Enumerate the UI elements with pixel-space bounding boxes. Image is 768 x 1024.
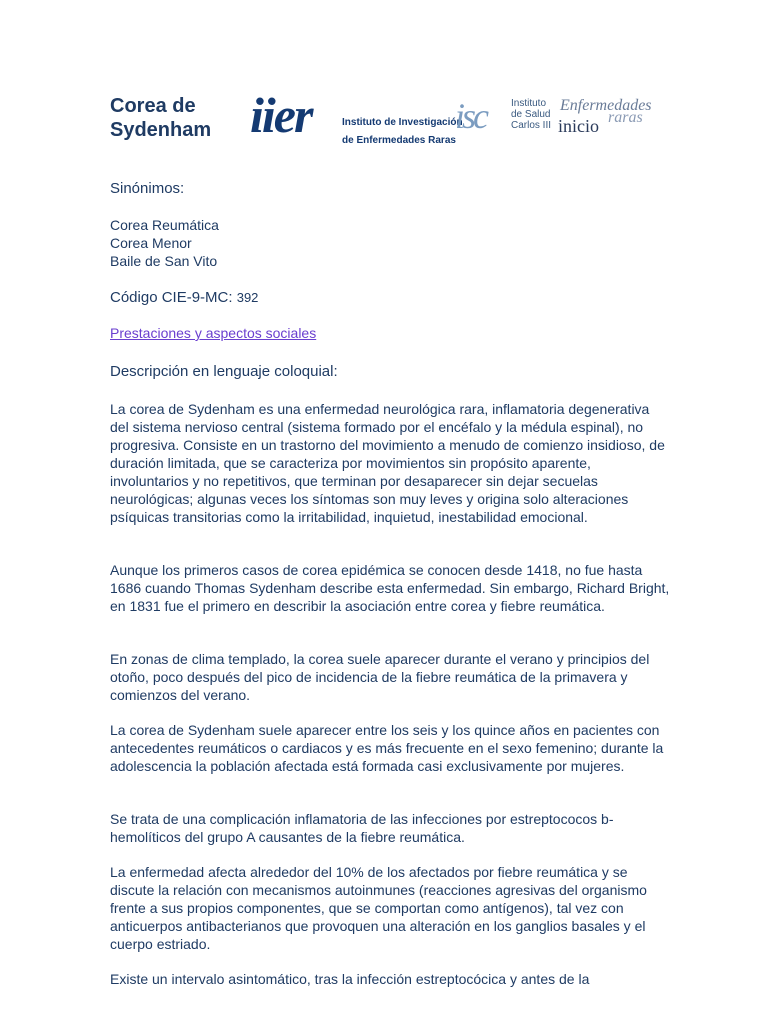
synonyms-list [110, 216, 219, 270]
iier-logo-text [342, 114, 463, 150]
prestaciones-link[interactable]: Prestaciones y aspectos sociales [110, 325, 317, 341]
isciii-logo-mark: isc [455, 96, 486, 136]
er-logo-raras: raras [608, 109, 643, 126]
description-paragraph: Se trata de una complicación inflamatoria de las infecciones por estreptococos b-hemolíticos del grupo A causantes de la fiebre reumática. [110, 811, 614, 845]
isciii-logo-line-2: de Salud [511, 109, 551, 120]
code-label: Código CIE-9-MC: [110, 289, 233, 306]
description-paragraph: En zonas de clima templado, la corea suele aparecer durante el verano y principios del otoño, poco después del pico de incidencia de la fiebre reumática de la primavera y comienzos del verano. [110, 651, 650, 703]
title-line-2: Sydenham [110, 119, 212, 141]
er-logo-top: Enfermedades [560, 97, 652, 114]
page-title [110, 94, 240, 142]
synonyms-heading: Sinónimos: [110, 180, 185, 197]
enfermedades-raras-inicio-link[interactable] [558, 98, 663, 142]
synonym-item: Baile de San Vito [110, 253, 218, 269]
isciii-logo [455, 96, 555, 140]
title-line-1: Corea de [110, 95, 196, 117]
isciii-logo-text [511, 98, 551, 131]
isciii-logo-line-1: Instituto [511, 98, 547, 109]
synonym-item: Corea Menor [110, 235, 192, 251]
description-paragraph: Aunque los primeros casos de corea epidémica se conocen desde 1418, no fue hasta 1686 cuando Thomas Sydenham describe esta enfermedad. Sin embargo, Richard Bright, en 1831 fue el primero en describir la asociación entre corea y fiebre reumática. [110, 562, 670, 614]
code-value: 392 [236, 290, 259, 305]
iier-logo-line-2: de Enfermedades Raras [342, 135, 456, 146]
description-paragraph: La enfermedad afecta alrededor del 10% de los afectados por fiebre reumática y se discute la relación con mecanismos autoinmunes (reacciones agresivas del organismo frente a sus propios componentes, que se comportan como antígenos), tal vez con anticuerpos antibacterianos que provoquen una alteración en los ganglios basales y el cuerpo estriado. [110, 864, 647, 952]
description-paragraph: Existe un intervalo asintomático, tras la infección estreptocócica y antes de la [110, 971, 590, 987]
description-paragraph: La corea de Sydenham suele aparecer entre los seis y los quince años en pacientes con antecedentes reumáticos o cardiacos y es más frecuente en el sexo femenino; durante la adolescencia la población afectada está formada casi exclusivamente por mujeres. [110, 722, 664, 774]
er-logo-inicio: inicio [558, 116, 599, 136]
iier-logo-line-1: Instituto de Investigación [342, 117, 463, 128]
synonym-item: Corea Reumática [110, 217, 219, 233]
description-heading: Descripción en lenguaje coloquial: [110, 363, 338, 380]
code-line [110, 289, 258, 306]
isciii-logo-line-3: Carlos III [511, 120, 552, 131]
description-paragraph: La corea de Sydenham es una enfermedad neurológica rara, inflamatoria degenerativa del sistema nervioso central (sistema formado por el encéfalo y la médula espinal), no progresiva. Consiste en un trastorno del movimiento a menudo de comienzo insidioso, de duración limitada, que se caracteriza por movimientos sin propósito aparente, involuntarios y no repetitivos, que terminan por desaparecer sin dejar secuelas neurológicas; algunas veces los síntomas son muy leves y origina solo alteraciones psíquicas transitorias como la irritabilidad, inquietud, inestabilidad emocional. [110, 401, 665, 525]
iier-logo [250, 87, 463, 150]
iier-logo-mark: iier [250, 87, 312, 143]
